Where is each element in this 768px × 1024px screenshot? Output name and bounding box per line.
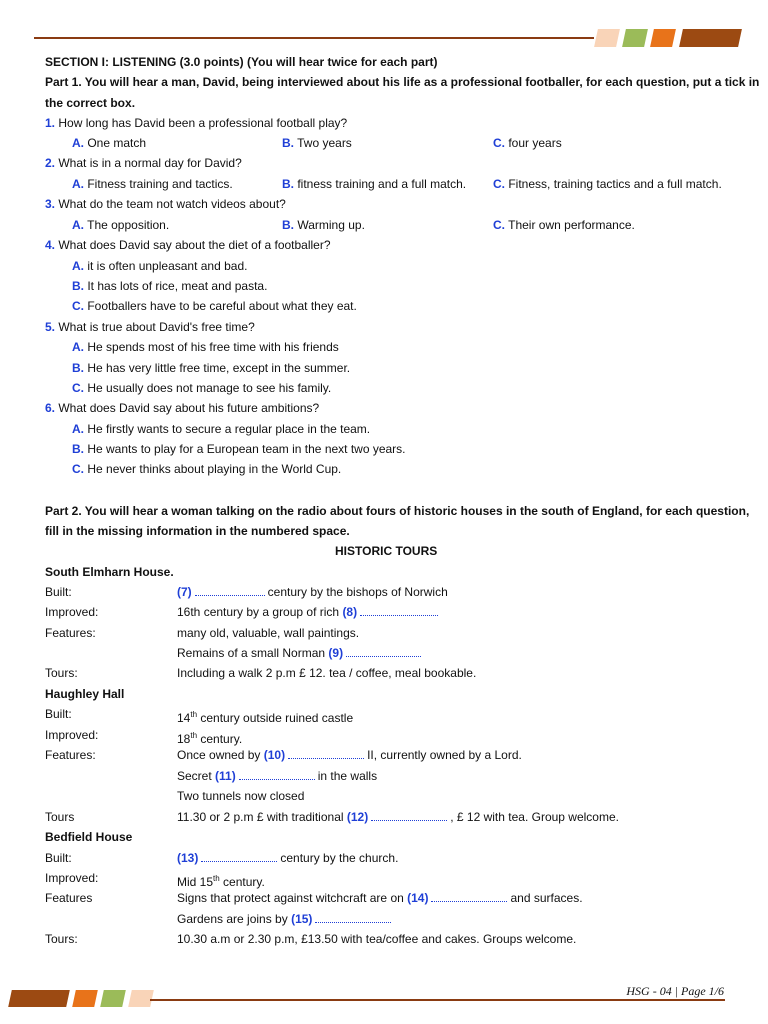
q4-option-c[interactable]: C. Footballers have to be careful about what they eat.	[72, 299, 357, 313]
footer-block-2	[72, 990, 98, 1007]
house2-name: Haughley Hall	[45, 687, 125, 701]
q5-option-c[interactable]: C. He usually does not manage to see his family.	[72, 381, 332, 395]
part2-instructions-line1: Part 2. You will hear a woman talking on the radio about fours of historic houses in the south of England, for each question,	[45, 504, 750, 518]
built-label: Built:	[45, 585, 72, 599]
blank-13[interactable]	[201, 852, 277, 862]
q6-option-b[interactable]: B. He wants to play for a European team in the next two years.	[72, 442, 406, 456]
header-block-1	[594, 29, 620, 47]
part2-instructions-line2: fill in the missing information in the numbered space.	[45, 524, 350, 538]
q6-option-c[interactable]: C. He never thinks about playing in the World Cup.	[72, 462, 342, 476]
blank-8[interactable]	[360, 606, 438, 616]
question-6: 6. What does David say about his future ambitions?	[45, 401, 320, 415]
q4-option-a[interactable]: A. it is often unpleasant and bad.	[72, 259, 248, 273]
q1-option-c[interactable]: C. four years	[493, 136, 562, 150]
part1-instructions-line1: Part 1. You will hear a man, David, being interviewed about his life as a professional footballer, for each question, put a tick in	[45, 75, 760, 89]
q1-option-a[interactable]: A. One match	[72, 136, 147, 150]
question-5: 5. What is true about David's free time?	[45, 320, 255, 334]
blank-9[interactable]	[346, 647, 421, 657]
header-block-3	[650, 29, 676, 47]
q2-option-c[interactable]: C. Fitness, training tactics and a full match.	[493, 177, 722, 191]
footer-rule	[150, 999, 725, 1001]
q3-option-a[interactable]: A. The opposition.	[72, 218, 170, 232]
q3-option-c[interactable]: C. Their own performance.	[493, 218, 635, 232]
footer-block-1	[8, 990, 70, 1007]
blank-15[interactable]	[315, 913, 391, 923]
question-3: 3. What do the team not watch videos about?	[45, 197, 286, 211]
q5-option-a[interactable]: A. He spends most of his free time with his friends	[72, 340, 339, 354]
part1-instructions-line2: the correct box.	[45, 96, 136, 110]
page-number: HSG - 04 | Page 1/6	[626, 984, 724, 998]
blank-10[interactable]	[288, 749, 364, 759]
blank-14[interactable]	[431, 892, 507, 902]
house3-name: Bedfield House	[45, 830, 133, 844]
house1-name: South Elmharn House.	[45, 565, 174, 579]
q3-option-b[interactable]: B. Warming up.	[282, 218, 365, 232]
improved-label: Improved:	[45, 605, 99, 619]
q4-option-b[interactable]: B. It has lots of rice, meat and pasta.	[72, 279, 268, 293]
question-2: 2. What is in a normal day for David?	[45, 156, 242, 170]
part2-title: HISTORIC TOURS	[335, 544, 438, 558]
q1-option-b[interactable]: B. Two years	[282, 136, 352, 150]
tours-label: Tours:	[45, 666, 78, 680]
question-1: 1. How long has David been a professional football play?	[45, 116, 348, 130]
q2-option-b[interactable]: B. fitness training and a full match.	[282, 177, 467, 191]
blank-7[interactable]	[195, 586, 265, 596]
q2-option-a[interactable]: A. Fitness training and tactics.	[72, 177, 233, 191]
header-block-4	[679, 29, 742, 47]
footer-block-3	[100, 990, 126, 1007]
question-4: 4. What does David say about the diet of a footballer?	[45, 238, 331, 252]
header-rule	[34, 37, 594, 39]
blank-11[interactable]	[239, 770, 315, 780]
section-title: SECTION I: LISTENING (3.0 points) (You will hear twice for each part)	[45, 55, 438, 69]
header-block-2	[622, 29, 648, 47]
q6-option-a[interactable]: A. He firstly wants to secure a regular place in the team.	[72, 422, 371, 436]
features-label: Features:	[45, 626, 96, 640]
blank-12[interactable]	[371, 811, 447, 821]
q5-option-b[interactable]: B. He has very little free time, except in the summer.	[72, 361, 351, 375]
